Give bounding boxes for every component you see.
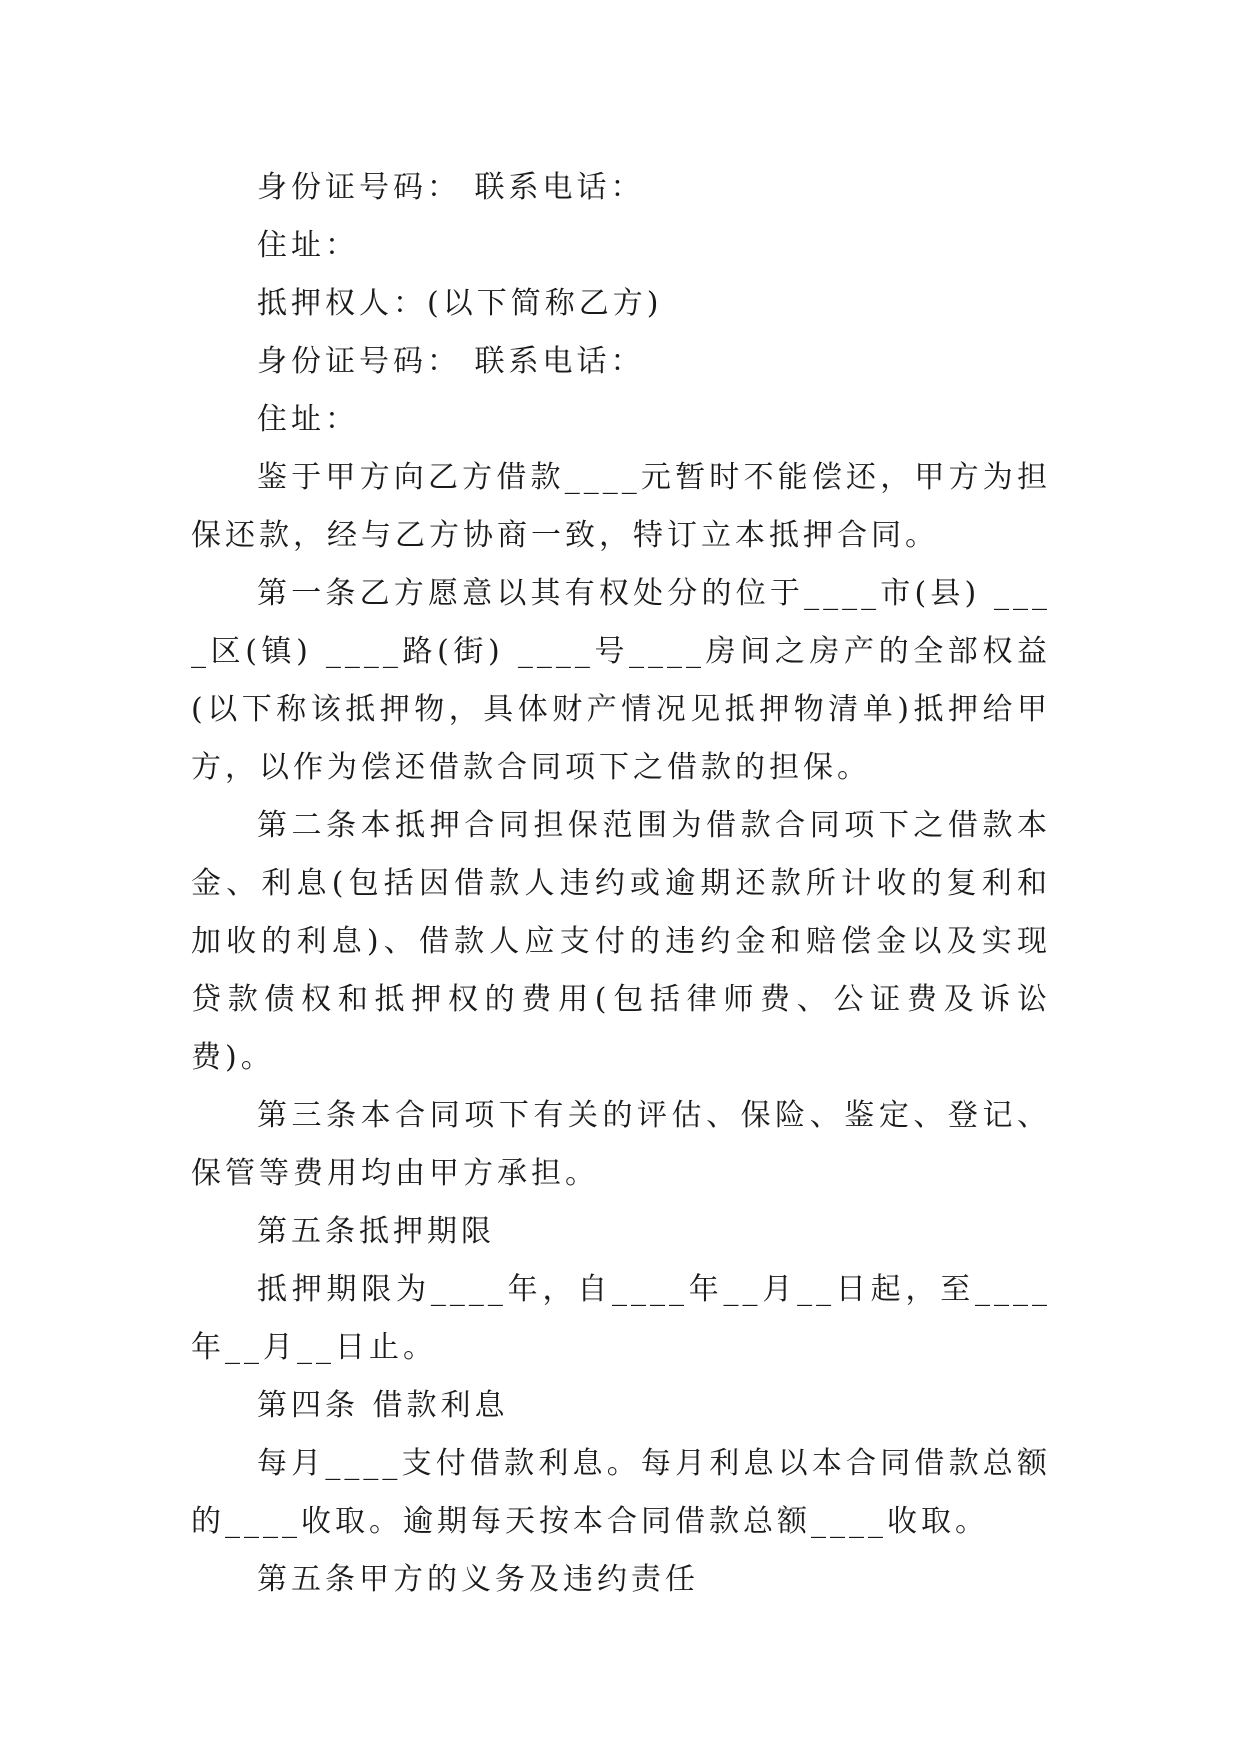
- interest-paragraph: 每月____支付借款利息。每月利息以本合同借款总额的____收取。逾期每天按本合同借款总额____收取。: [191, 1446, 1051, 1539]
- document-body: [191, 159, 1051, 1609]
- article-2-paragraph: 第二条本抵押合同担保范围为借款合同项下之借款本金、利息(包括因借款人违约或逾期还款所计收的复利和加收的利息)、借款人应支付的违约金和赔偿金以及实现贷款债权和抵押权的费用(包括律师费、公证费及诉讼费)。: [191, 808, 1051, 1075]
- article-1-paragraph: 第一条乙方愿意以其有权处分的位于____市(县) ____区(镇) ____路(街) ____号____房间之房产的全部权益(以下称该抵押物，具体财产情况见抵押物清单)抵押给甲方，以作为偿还借款合同项下之借款的担保。: [191, 576, 1051, 785]
- preamble-paragraph: 鉴于甲方向乙方借款____元暂时不能偿还，甲方为担保还款，经与乙方协商一致，特订立本抵押合同。: [191, 460, 1051, 553]
- article-5-obligations-heading: 第五条甲方的义务及违约责任: [257, 1562, 699, 1597]
- mortgage-term-paragraph: 抵押期限为____年，自____年__月__日起，至____年__月__日止。: [191, 1272, 1051, 1365]
- address-line-party-b: 住址：: [257, 402, 359, 437]
- address-line-party-a: 住址：: [257, 228, 359, 263]
- article-5-term-heading: 第五条抵押期限: [257, 1214, 495, 1249]
- id-phone-line-party-b: 身份证号码： 联系电话：: [257, 344, 645, 379]
- article-4-interest-heading: 第四条 借款利息: [257, 1388, 509, 1423]
- id-phone-line-party-a: 身份证号码： 联系电话：: [257, 170, 645, 205]
- mortgagee-line: 抵押权人：(以下简称乙方): [257, 286, 663, 321]
- article-3-paragraph: 第三条本合同项下有关的评估、保险、鉴定、登记、保管等费用均由甲方承担。: [191, 1098, 1051, 1191]
